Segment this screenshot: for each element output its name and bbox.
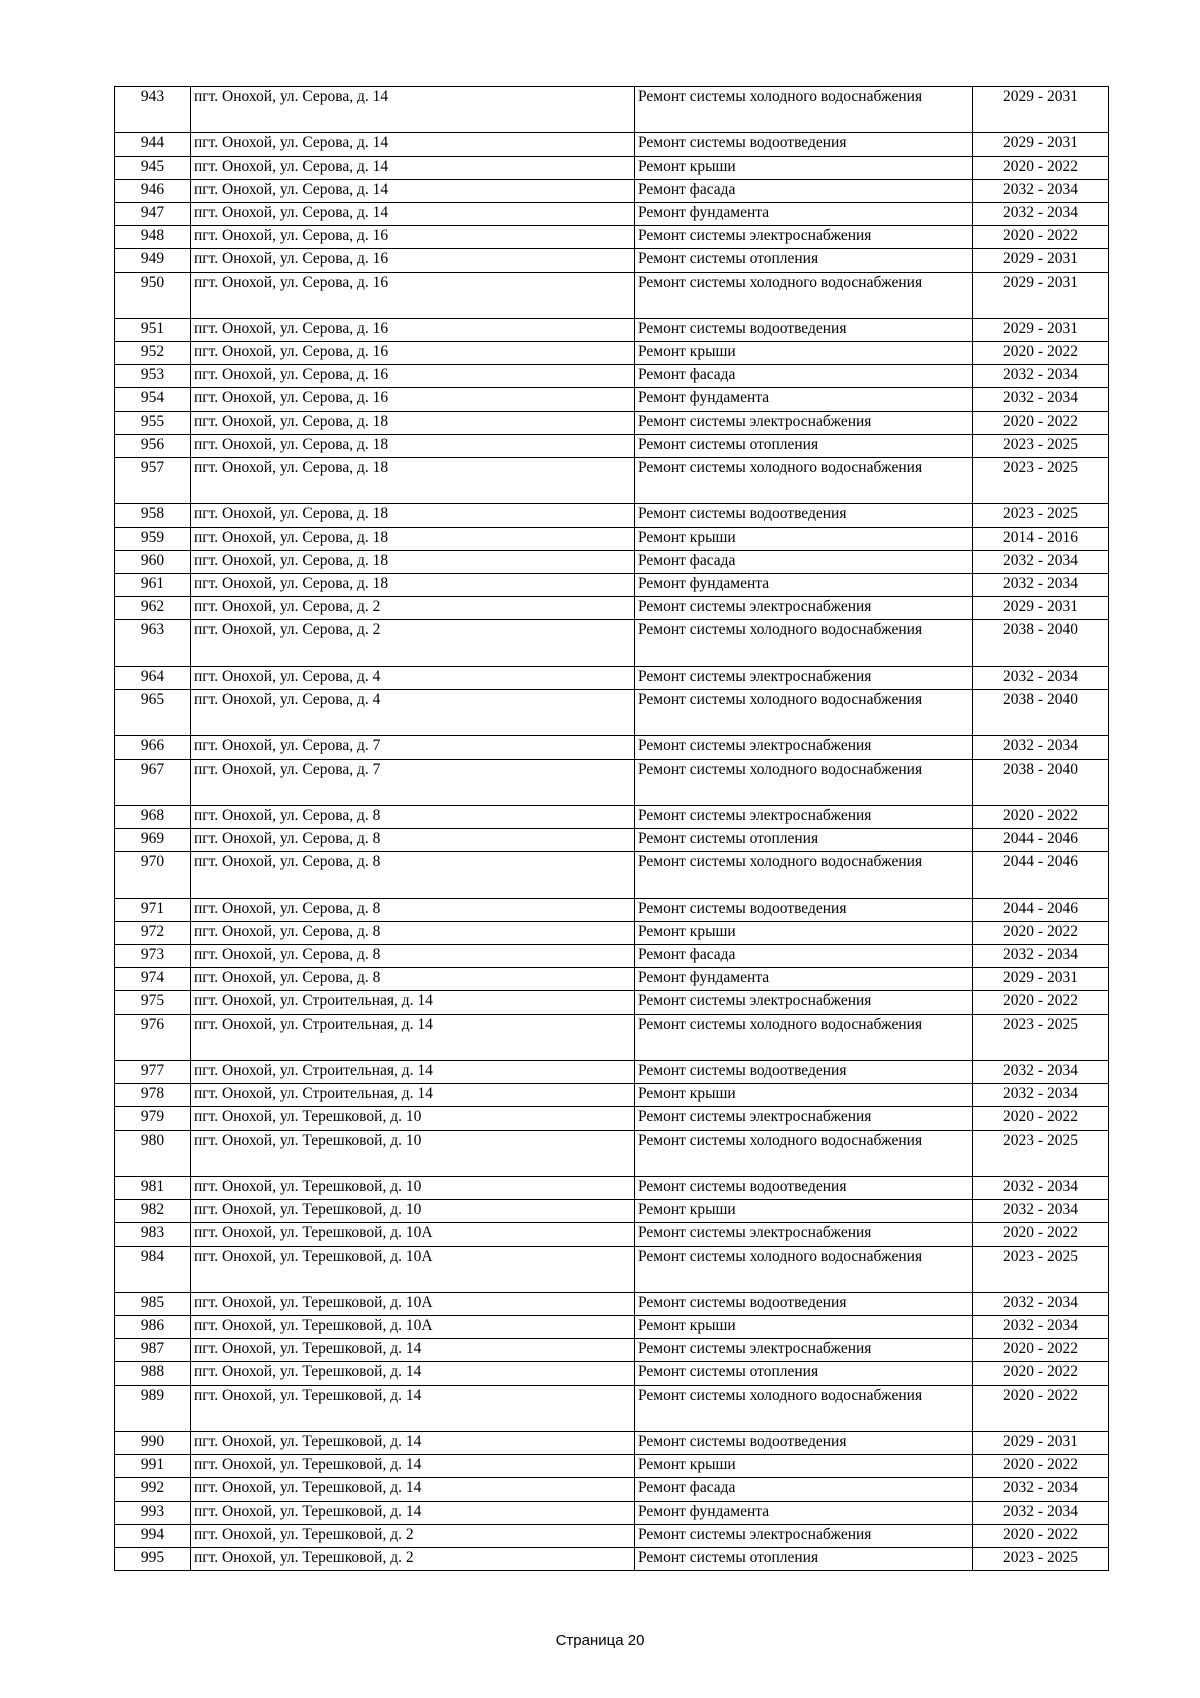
- row-number-cell: 953: [115, 365, 191, 388]
- table-row: [115, 1130, 1109, 1176]
- address-cell: пгт. Онохой, ул. Серова, д. 7: [191, 736, 635, 759]
- address-cell: пгт. Онохой, ул. Серова, д. 16: [191, 318, 635, 341]
- address-cell: пгт. Онохой, ул. Серова, д. 16: [191, 249, 635, 272]
- table-row: [115, 1246, 1109, 1292]
- table-row: [115, 1084, 1109, 1107]
- address-cell: пгт. Онохой, ул. Терешковой, д. 10: [191, 1107, 635, 1130]
- row-number-cell: 949: [115, 249, 191, 272]
- work-type-cell: Ремонт крыши: [635, 1316, 973, 1339]
- row-number-cell: 975: [115, 991, 191, 1014]
- period-cell: 2029 - 2031: [973, 318, 1109, 341]
- table-row: [115, 1432, 1109, 1455]
- row-number-cell: 966: [115, 736, 191, 759]
- row-number-cell: 990: [115, 1432, 191, 1455]
- row-number-cell: 979: [115, 1107, 191, 1130]
- work-type-cell: Ремонт крыши: [635, 527, 973, 550]
- address-cell: пгт. Онохой, ул. Терешковой, д. 14: [191, 1432, 635, 1455]
- row-number-cell: 957: [115, 458, 191, 504]
- table-row: [115, 689, 1109, 735]
- row-number-cell: 951: [115, 318, 191, 341]
- work-type-cell: Ремонт системы электроснабжения: [635, 1223, 973, 1246]
- work-type-cell: Ремонт системы водоотведения: [635, 1176, 973, 1199]
- period-cell: 2020 - 2022: [973, 156, 1109, 179]
- row-number-cell: 947: [115, 202, 191, 225]
- table-row: [115, 1501, 1109, 1524]
- address-cell: пгт. Онохой, ул. Терешковой, д. 14: [191, 1455, 635, 1478]
- row-number-cell: 988: [115, 1362, 191, 1385]
- row-number-cell: 964: [115, 666, 191, 689]
- row-number-cell: 961: [115, 573, 191, 596]
- row-number-cell: 980: [115, 1130, 191, 1176]
- address-cell: пгт. Онохой, ул. Строительная, д. 14: [191, 1084, 635, 1107]
- work-type-cell: Ремонт системы отопления: [635, 829, 973, 852]
- row-number-cell: 943: [115, 87, 191, 133]
- period-cell: 2029 - 2031: [973, 133, 1109, 156]
- address-cell: пгт. Онохой, ул. Терешковой, д. 2: [191, 1547, 635, 1570]
- row-number-cell: 954: [115, 388, 191, 411]
- period-cell: 2032 - 2034: [973, 1061, 1109, 1084]
- period-cell: 2023 - 2025: [973, 458, 1109, 504]
- period-cell: 2032 - 2034: [973, 736, 1109, 759]
- table-row: [115, 434, 1109, 457]
- table-row: [115, 365, 1109, 388]
- work-type-cell: Ремонт системы холодного водоснабжения: [635, 458, 973, 504]
- table-row: [115, 573, 1109, 596]
- table-row: [115, 179, 1109, 202]
- period-cell: 2020 - 2022: [973, 342, 1109, 365]
- row-number-cell: 948: [115, 226, 191, 249]
- address-cell: пгт. Онохой, ул. Серова, д. 18: [191, 550, 635, 573]
- address-cell: пгт. Онохой, ул. Терешковой, д. 10А: [191, 1316, 635, 1339]
- address-cell: пгт. Онохой, ул. Серова, д. 7: [191, 759, 635, 805]
- table-row: [115, 87, 1109, 133]
- address-cell: пгт. Онохой, ул. Серова, д. 14: [191, 156, 635, 179]
- period-cell: 2023 - 2025: [973, 434, 1109, 457]
- address-cell: пгт. Онохой, ул. Терешковой, д. 2: [191, 1524, 635, 1547]
- row-number-cell: 955: [115, 411, 191, 434]
- period-cell: 2020 - 2022: [973, 1455, 1109, 1478]
- period-cell: 2023 - 2025: [973, 1130, 1109, 1176]
- period-cell: 2020 - 2022: [973, 411, 1109, 434]
- table-row: [115, 620, 1109, 666]
- period-cell: 2032 - 2034: [973, 550, 1109, 573]
- row-number-cell: 969: [115, 829, 191, 852]
- work-type-cell: Ремонт системы водоотведения: [635, 1061, 973, 1084]
- period-cell: 2020 - 2022: [973, 805, 1109, 828]
- work-type-cell: Ремонт системы электроснабжения: [635, 1339, 973, 1362]
- table-row: [115, 898, 1109, 921]
- table-row: [115, 968, 1109, 991]
- table-row: [115, 1316, 1109, 1339]
- table-row: [115, 1524, 1109, 1547]
- work-type-cell: Ремонт системы водоотведения: [635, 898, 973, 921]
- work-type-cell: Ремонт системы водоотведения: [635, 504, 973, 527]
- address-cell: пгт. Онохой, ул. Терешковой, д. 14: [191, 1501, 635, 1524]
- period-cell: 2023 - 2025: [973, 1246, 1109, 1292]
- table-row: [115, 829, 1109, 852]
- work-type-cell: Ремонт системы электроснабжения: [635, 666, 973, 689]
- address-cell: пгт. Онохой, ул. Серова, д. 14: [191, 133, 635, 156]
- row-number-cell: 952: [115, 342, 191, 365]
- table-row: [115, 1014, 1109, 1060]
- table-row: [115, 1478, 1109, 1501]
- table-row: [115, 1339, 1109, 1362]
- period-cell: 2023 - 2025: [973, 1014, 1109, 1060]
- address-cell: пгт. Онохой, ул. Серова, д. 18: [191, 504, 635, 527]
- work-type-cell: Ремонт фасада: [635, 365, 973, 388]
- address-cell: пгт. Онохой, ул. Терешковой, д. 10: [191, 1176, 635, 1199]
- table-row: [115, 133, 1109, 156]
- table-row: [115, 202, 1109, 225]
- row-number-cell: 967: [115, 759, 191, 805]
- work-type-cell: Ремонт системы электроснабжения: [635, 411, 973, 434]
- address-cell: пгт. Онохой, ул. Строительная, д. 14: [191, 991, 635, 1014]
- work-type-cell: Ремонт системы электроснабжения: [635, 226, 973, 249]
- work-type-cell: Ремонт системы электроснабжения: [635, 597, 973, 620]
- row-number-cell: 991: [115, 1455, 191, 1478]
- work-type-cell: Ремонт системы водоотведения: [635, 1292, 973, 1315]
- period-cell: 2023 - 2025: [973, 504, 1109, 527]
- address-cell: пгт. Онохой, ул. Серова, д. 8: [191, 968, 635, 991]
- table-row: [115, 550, 1109, 573]
- address-cell: пгт. Онохой, ул. Строительная, д. 14: [191, 1061, 635, 1084]
- row-number-cell: 987: [115, 1339, 191, 1362]
- period-cell: 2029 - 2031: [973, 968, 1109, 991]
- address-cell: пгт. Онохой, ул. Терешковой, д. 10: [191, 1130, 635, 1176]
- repair-schedule-table: [114, 86, 1109, 1571]
- table-row: [115, 1200, 1109, 1223]
- address-cell: пгт. Онохой, ул. Серова, д. 18: [191, 458, 635, 504]
- period-cell: 2029 - 2031: [973, 1432, 1109, 1455]
- row-number-cell: 956: [115, 434, 191, 457]
- work-type-cell: Ремонт фундамента: [635, 388, 973, 411]
- address-cell: пгт. Онохой, ул. Серова, д. 4: [191, 666, 635, 689]
- table-row: [115, 1176, 1109, 1199]
- row-number-cell: 976: [115, 1014, 191, 1060]
- row-number-cell: 962: [115, 597, 191, 620]
- work-type-cell: Ремонт фасада: [635, 1478, 973, 1501]
- period-cell: 2032 - 2034: [973, 1316, 1109, 1339]
- table-row: [115, 504, 1109, 527]
- work-type-cell: Ремонт системы отопления: [635, 434, 973, 457]
- period-cell: 2044 - 2046: [973, 898, 1109, 921]
- table-body: [115, 87, 1109, 1571]
- work-type-cell: Ремонт крыши: [635, 1455, 973, 1478]
- period-cell: 2038 - 2040: [973, 689, 1109, 735]
- table-row: [115, 1385, 1109, 1431]
- work-type-cell: Ремонт системы холодного водоснабжения: [635, 1385, 973, 1431]
- row-number-cell: 950: [115, 272, 191, 318]
- row-number-cell: 974: [115, 968, 191, 991]
- period-cell: 2032 - 2034: [973, 666, 1109, 689]
- work-type-cell: Ремонт системы отопления: [635, 249, 973, 272]
- row-number-cell: 992: [115, 1478, 191, 1501]
- period-cell: 2032 - 2034: [973, 1176, 1109, 1199]
- address-cell: пгт. Онохой, ул. Серова, д. 8: [191, 898, 635, 921]
- row-number-cell: 963: [115, 620, 191, 666]
- address-cell: пгт. Онохой, ул. Терешковой, д. 10: [191, 1200, 635, 1223]
- table-row: [115, 156, 1109, 179]
- work-type-cell: Ремонт системы холодного водоснабжения: [635, 620, 973, 666]
- table-row: [115, 1455, 1109, 1478]
- work-type-cell: Ремонт фасада: [635, 179, 973, 202]
- address-cell: пгт. Онохой, ул. Серова, д. 18: [191, 527, 635, 550]
- address-cell: пгт. Онохой, ул. Серова, д. 18: [191, 434, 635, 457]
- period-cell: 2020 - 2022: [973, 921, 1109, 944]
- table-row: [115, 597, 1109, 620]
- row-number-cell: 972: [115, 921, 191, 944]
- table-row: [115, 991, 1109, 1014]
- address-cell: пгт. Онохой, ул. Серова, д. 16: [191, 342, 635, 365]
- address-cell: пгт. Онохой, ул. Терешковой, д. 14: [191, 1362, 635, 1385]
- row-number-cell: 977: [115, 1061, 191, 1084]
- row-number-cell: 989: [115, 1385, 191, 1431]
- period-cell: 2044 - 2046: [973, 829, 1109, 852]
- address-cell: пгт. Онохой, ул. Серова, д. 4: [191, 689, 635, 735]
- address-cell: пгт. Онохой, ул. Серова, д. 14: [191, 202, 635, 225]
- address-cell: пгт. Онохой, ул. Терешковой, д. 10А: [191, 1292, 635, 1315]
- address-cell: пгт. Онохой, ул. Серова, д. 16: [191, 365, 635, 388]
- row-number-cell: 983: [115, 1223, 191, 1246]
- period-cell: 2014 - 2016: [973, 527, 1109, 550]
- period-cell: 2020 - 2022: [973, 991, 1109, 1014]
- table-row: [115, 666, 1109, 689]
- address-cell: пгт. Онохой, ул. Серова, д. 14: [191, 87, 635, 133]
- table-row: [115, 759, 1109, 805]
- work-type-cell: Ремонт системы водоотведения: [635, 318, 973, 341]
- page-number: Страница 20: [555, 1632, 645, 1649]
- work-type-cell: Ремонт крыши: [635, 342, 973, 365]
- work-type-cell: Ремонт системы холодного водоснабжения: [635, 689, 973, 735]
- table-row: [115, 458, 1109, 504]
- period-cell: 2023 - 2025: [973, 1547, 1109, 1570]
- period-cell: 2044 - 2046: [973, 852, 1109, 898]
- work-type-cell: Ремонт системы отопления: [635, 1362, 973, 1385]
- table-row: [115, 272, 1109, 318]
- row-number-cell: 995: [115, 1547, 191, 1570]
- table-row: [115, 1362, 1109, 1385]
- work-type-cell: Ремонт системы электроснабжения: [635, 991, 973, 1014]
- work-type-cell: Ремонт системы электроснабжения: [635, 805, 973, 828]
- row-number-cell: 970: [115, 852, 191, 898]
- table-row: [115, 411, 1109, 434]
- work-type-cell: Ремонт системы водоотведения: [635, 133, 973, 156]
- period-cell: 2020 - 2022: [973, 226, 1109, 249]
- period-cell: 2020 - 2022: [973, 1362, 1109, 1385]
- period-cell: 2020 - 2022: [973, 1385, 1109, 1431]
- address-cell: пгт. Онохой, ул. Терешковой, д. 10А: [191, 1223, 635, 1246]
- table-row: [115, 318, 1109, 341]
- period-cell: 2032 - 2034: [973, 179, 1109, 202]
- period-cell: 2032 - 2034: [973, 1084, 1109, 1107]
- address-cell: пгт. Онохой, ул. Серова, д. 8: [191, 805, 635, 828]
- address-cell: пгт. Онохой, ул. Терешковой, д. 14: [191, 1478, 635, 1501]
- address-cell: пгт. Онохой, ул. Серова, д. 8: [191, 921, 635, 944]
- table-row: [115, 805, 1109, 828]
- table-row: [115, 527, 1109, 550]
- period-cell: 2029 - 2031: [973, 272, 1109, 318]
- period-cell: 2029 - 2031: [973, 87, 1109, 133]
- work-type-cell: Ремонт фундамента: [635, 202, 973, 225]
- address-cell: пгт. Онохой, ул. Серова, д. 18: [191, 411, 635, 434]
- work-type-cell: Ремонт фундамента: [635, 573, 973, 596]
- row-number-cell: 965: [115, 689, 191, 735]
- period-cell: 2032 - 2034: [973, 202, 1109, 225]
- address-cell: пгт. Онохой, ул. Серова, д. 14: [191, 179, 635, 202]
- work-type-cell: Ремонт крыши: [635, 1200, 973, 1223]
- period-cell: 2032 - 2034: [973, 1501, 1109, 1524]
- row-number-cell: 982: [115, 1200, 191, 1223]
- row-number-cell: 960: [115, 550, 191, 573]
- period-cell: 2032 - 2034: [973, 1200, 1109, 1223]
- row-number-cell: 978: [115, 1084, 191, 1107]
- address-cell: пгт. Онохой, ул. Серова, д. 8: [191, 852, 635, 898]
- work-type-cell: Ремонт системы холодного водоснабжения: [635, 272, 973, 318]
- address-cell: пгт. Онохой, ул. Терешковой, д. 14: [191, 1385, 635, 1431]
- row-number-cell: 968: [115, 805, 191, 828]
- period-cell: 2038 - 2040: [973, 620, 1109, 666]
- period-cell: 2029 - 2031: [973, 249, 1109, 272]
- work-type-cell: Ремонт системы холодного водоснабжения: [635, 759, 973, 805]
- table-row: [115, 945, 1109, 968]
- row-number-cell: 985: [115, 1292, 191, 1315]
- work-type-cell: Ремонт системы холодного водоснабжения: [635, 1014, 973, 1060]
- period-cell: 2020 - 2022: [973, 1524, 1109, 1547]
- work-type-cell: Ремонт системы холодного водоснабжения: [635, 1246, 973, 1292]
- period-cell: 2032 - 2034: [973, 365, 1109, 388]
- address-cell: пгт. Онохой, ул. Серова, д. 18: [191, 573, 635, 596]
- address-cell: пгт. Онохой, ул. Строительная, д. 14: [191, 1014, 635, 1060]
- address-cell: пгт. Онохой, ул. Серова, д. 16: [191, 272, 635, 318]
- period-cell: 2032 - 2034: [973, 388, 1109, 411]
- work-type-cell: Ремонт фасада: [635, 550, 973, 573]
- table-row: [115, 1107, 1109, 1130]
- table-row: [115, 921, 1109, 944]
- address-cell: пгт. Онохой, ул. Серова, д. 16: [191, 226, 635, 249]
- work-type-cell: Ремонт крыши: [635, 921, 973, 944]
- row-number-cell: 971: [115, 898, 191, 921]
- work-type-cell: Ремонт системы электроснабжения: [635, 736, 973, 759]
- work-type-cell: Ремонт фундамента: [635, 1501, 973, 1524]
- table-row: [115, 1223, 1109, 1246]
- period-cell: 2020 - 2022: [973, 1223, 1109, 1246]
- table-row: [115, 852, 1109, 898]
- table-row: [115, 1547, 1109, 1570]
- address-cell: пгт. Онохой, ул. Серова, д. 2: [191, 620, 635, 666]
- row-number-cell: 973: [115, 945, 191, 968]
- period-cell: 2032 - 2034: [973, 573, 1109, 596]
- row-number-cell: 993: [115, 1501, 191, 1524]
- table-row: [115, 1292, 1109, 1315]
- period-cell: 2032 - 2034: [973, 1292, 1109, 1315]
- work-type-cell: Ремонт системы электроснабжения: [635, 1524, 973, 1547]
- row-number-cell: 944: [115, 133, 191, 156]
- period-cell: 2038 - 2040: [973, 759, 1109, 805]
- work-type-cell: Ремонт крыши: [635, 156, 973, 179]
- row-number-cell: 945: [115, 156, 191, 179]
- address-cell: пгт. Онохой, ул. Терешковой, д. 10А: [191, 1246, 635, 1292]
- work-type-cell: Ремонт фундамента: [635, 968, 973, 991]
- table-row: [115, 736, 1109, 759]
- address-cell: пгт. Онохой, ул. Терешковой, д. 14: [191, 1339, 635, 1362]
- address-cell: пгт. Онохой, ул. Серова, д. 16: [191, 388, 635, 411]
- address-cell: пгт. Онохой, ул. Серова, д. 8: [191, 945, 635, 968]
- work-type-cell: Ремонт системы водоотведения: [635, 1432, 973, 1455]
- row-number-cell: 986: [115, 1316, 191, 1339]
- period-cell: 2020 - 2022: [973, 1339, 1109, 1362]
- period-cell: 2029 - 2031: [973, 597, 1109, 620]
- row-number-cell: 981: [115, 1176, 191, 1199]
- row-number-cell: 994: [115, 1524, 191, 1547]
- table-row: [115, 388, 1109, 411]
- work-type-cell: Ремонт крыши: [635, 1084, 973, 1107]
- table-row: [115, 342, 1109, 365]
- address-cell: пгт. Онохой, ул. Серова, д. 8: [191, 829, 635, 852]
- row-number-cell: 958: [115, 504, 191, 527]
- period-cell: 2020 - 2022: [973, 1107, 1109, 1130]
- period-cell: 2032 - 2034: [973, 945, 1109, 968]
- work-type-cell: Ремонт системы отопления: [635, 1547, 973, 1570]
- row-number-cell: 959: [115, 527, 191, 550]
- address-cell: пгт. Онохой, ул. Серова, д. 2: [191, 597, 635, 620]
- work-type-cell: Ремонт системы холодного водоснабжения: [635, 852, 973, 898]
- work-type-cell: Ремонт фасада: [635, 945, 973, 968]
- row-number-cell: 984: [115, 1246, 191, 1292]
- period-cell: 2032 - 2034: [973, 1478, 1109, 1501]
- table-row: [115, 1061, 1109, 1084]
- work-type-cell: Ремонт системы холодного водоснабжения: [635, 87, 973, 133]
- work-type-cell: Ремонт системы холодного водоснабжения: [635, 1130, 973, 1176]
- table-row: [115, 226, 1109, 249]
- work-type-cell: Ремонт системы электроснабжения: [635, 1107, 973, 1130]
- table-row: [115, 249, 1109, 272]
- row-number-cell: 946: [115, 179, 191, 202]
